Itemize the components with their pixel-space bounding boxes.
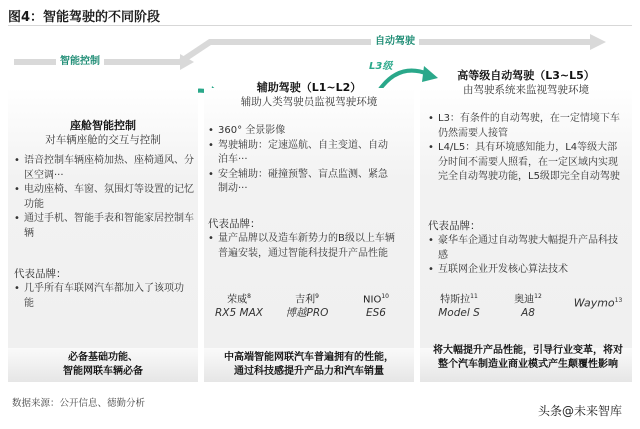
auto-drive-tag: 自动驾驶 [371, 32, 419, 47]
brand-name: 奥迪 [514, 294, 535, 306]
list-item: • 几乎所有车联网汽车都加入了该项功能 [14, 282, 184, 311]
brand-audi [500, 290, 556, 320]
brand-name: 吉利 [295, 294, 316, 306]
column-1-rep-bullets [14, 282, 184, 311]
list-item: • 语音控制车辆座椅加热、座椅通风、分区空调··· [14, 154, 194, 183]
list-item: • 驾驶辅助：定速巡航、自主变道、自动泊车··· [208, 139, 388, 168]
list-item: • 量产品牌以及造车新势力的B级以上车辆普遍安装，通过智能科技提升产品性能 [208, 232, 404, 261]
brand-geely [276, 290, 338, 320]
brand-model: Waymo [573, 296, 615, 310]
list-item: • L4/L5：具有环境感知能力，L4等级大部分时间不需要人照看，在一定区域内实现完全自动驾驶功能，L5级即完全自动驾驶 [428, 141, 624, 185]
list-item: • L3：有条件的自动驾驶，在一定情境下车仍然需要人接管 [428, 112, 624, 141]
column-1-title: 座舱智能控制 [70, 119, 136, 132]
watermark-text: 头条@未来智库 [538, 404, 623, 418]
list-item: • 安全辅助：碰撞预警、盲点监测、紧急制动··· [208, 168, 388, 197]
brand-footnote: 10 [381, 293, 389, 300]
column-2-subtitle: 辅助人类驾驶员监视驾驶环境 [240, 96, 378, 108]
brand-tesla [426, 290, 492, 320]
column-2-title: 辅助驾驶（L1~L2） [256, 81, 362, 94]
brand-model: Model S [438, 307, 480, 320]
watermark [538, 402, 622, 419]
brand-footnote: 12 [534, 293, 542, 300]
column-3-rep-label: 代表品牌： [428, 220, 481, 232]
smart-control-tag: 智能控制 [56, 52, 104, 67]
l3-label: L3级 [369, 61, 393, 72]
column-3-title: 高等级自动驾驶（L3~L5） [457, 69, 595, 82]
brand-name: NIO [363, 294, 382, 306]
brand-footnote: 13 [614, 297, 623, 304]
brand-footnote: 9 [315, 293, 319, 300]
brand-nio [346, 290, 406, 320]
brand-name: 特斯拉 [440, 294, 471, 306]
list-item: • 360° 全景影像 [208, 124, 388, 139]
brand-model: 博越PRO [285, 307, 329, 320]
column-3-rep-bullets [428, 234, 624, 278]
column-1-header [8, 118, 198, 148]
figure-title: 图4：智能驾驶的不同阶段 [8, 10, 161, 25]
list-item: • 电动座椅、车窗、氛围灯等设置的记忆功能 [14, 183, 194, 212]
column-1-subtitle: 对车辆座舱的交互与控制 [45, 134, 161, 146]
list-item: • 互联网企业开发核心算法技术 [428, 263, 624, 278]
column-2-bullets [208, 124, 388, 197]
brand-model: RX5 MAX [215, 307, 263, 320]
brand-footnote: 11 [470, 293, 478, 300]
column-1-bullets [14, 154, 194, 241]
brand-footnote: 8 [247, 293, 251, 300]
data-source: 数据来源：公开信息、德勤分析 [12, 398, 146, 409]
staircase-arrow-head [590, 34, 606, 50]
column-3-subtitle: 由驾驶系统来监视驾驶环境 [463, 84, 589, 96]
column-3-footer: 将大幅提升产品性能，引导行业变革，将对整个汽车制造业商业模式产生颠覆性影响 [433, 345, 623, 370]
list-item: • 豪华车企通过自动驾驶大幅提升产品科技感 [428, 234, 624, 263]
column-2-header [204, 80, 414, 110]
column-1-footer: 必备基础功能、 智能网联车辆必备 [63, 352, 143, 377]
figure-title-bar [8, 6, 632, 26]
brand-name: 荣威 [227, 294, 248, 306]
brand-roewe [208, 290, 270, 320]
column-1-rep-label: 代表品牌： [14, 268, 67, 280]
brand-waymo [566, 294, 630, 311]
column-2-footer: 中高端智能网联汽车普遍拥有的性能， 通过科技感提升产品力和汽车销量 [224, 352, 394, 377]
list-item: • 通过手机、智能手表和智能家居控制车辆 [14, 212, 194, 241]
column-2-rep-bullets [208, 232, 404, 261]
column-3-bullets [428, 112, 624, 185]
brand-model: ES6 [366, 307, 386, 320]
brand-model: A8 [521, 307, 535, 320]
column-3-header [420, 68, 632, 98]
column-2-rep-label: 代表品牌： [208, 218, 261, 230]
